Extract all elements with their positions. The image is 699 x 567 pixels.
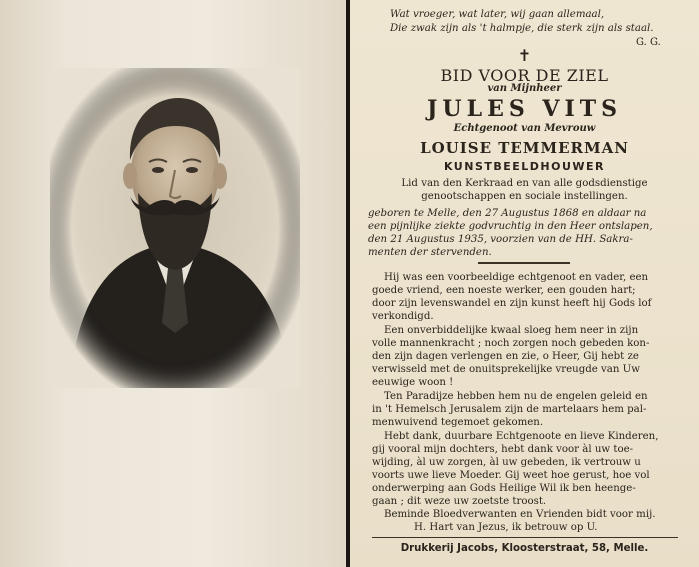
verse-line-1: Wat vroeger, wat later, wij gaan allemaal, <box>390 9 605 20</box>
para2-line5: eeuwige woon ! <box>372 377 454 388</box>
portrait-photo <box>50 68 300 388</box>
birth-line-3: den 21 Augustus 1935, voorzien van de HH. Sakra- <box>368 234 633 245</box>
prayer-heading: BID VOOR DE ZIEL <box>440 66 609 85</box>
para4-line6: gaan ; dit weze uw zoetste troost. <box>372 496 547 507</box>
birth-line-4: menten der stervenden. <box>368 247 492 258</box>
footer-rule <box>372 537 678 538</box>
para2-line4: verwisseld met de onuitsprekelijke vreugde van Uw <box>372 364 640 375</box>
spouse-intro: Echtgenoot van Mevrouw <box>453 123 596 134</box>
of-mr-text: van Mijnheer <box>487 83 562 94</box>
para3-line3: menwuivend tegemoet gekomen. <box>372 417 544 428</box>
divider <box>478 262 570 264</box>
para2-line2: volle mannenkracht ; noch zorgen noch gebeden kon- <box>372 338 650 349</box>
para1-line3: door zijn levenswandel en zijn kunst heeft hij Gods lof <box>372 298 652 309</box>
para3-line2: in 't Hemelsch Jerusalem zijn de martelaars hem pal- <box>372 404 647 415</box>
verse-initials: G. G. <box>636 37 661 48</box>
roles-line-1: Lid van den Kerkraad en van alle godsdienstige <box>401 178 648 189</box>
para4-line3: wijding, àl uw zorgen, àl uw gebeden, ik vertrouw u <box>372 457 641 468</box>
portrait-card <box>0 0 346 567</box>
occupation: KUNSTBEELDHOUWER <box>443 160 606 173</box>
para1-line1: Hij was een voorbeeldige echtgenoot en vader, een <box>384 272 649 283</box>
para2-line1: Een onverbiddelijke kwaal sloeg hem neer in zijn <box>384 325 639 336</box>
deceased-name: JULES VITS <box>427 96 622 122</box>
para2-line3: den zijn dagen verlengen en zie, o Heer, Gij hebt ze <box>372 351 639 362</box>
para4-line5: onderwerping aan Gods Heilige Wil ik ben heenge- <box>372 483 636 494</box>
cross-icon: ✝ <box>517 46 532 65</box>
birth-line-2: een pijnlijke ziekte godvruchtig in den Heer ontslapen, <box>368 221 653 232</box>
printer-credit: Drukkerij Jacobs, Kloosterstraat, 58, Melle. <box>400 543 649 554</box>
birth-line-1: geboren te Melle, den 27 Augustus 1868 en aldaar na <box>368 208 647 219</box>
memorial-text-card <box>350 0 699 567</box>
para4-line7: Beminde Bloedverwanten en Vrienden bidt voor mij. <box>384 509 656 520</box>
para4-line8: H. Hart van Jezus, ik betrouw op U. <box>414 522 598 533</box>
para4-line2: gij vooral mijn dochters, hebt dank voor àl uw toe- <box>372 444 634 455</box>
para3-line1: Ten Paradijze hebben hem nu de engelen geleid en <box>384 391 648 402</box>
portrait-figure <box>50 68 300 388</box>
para1-line2: goede vriend, een noeste werker, een gouden hart; <box>372 285 636 296</box>
para1-line4: verkondigd. <box>372 311 434 322</box>
para4-line4: voorts uwe lieve Moeder. Gij weet hoe gerust, hoe vol <box>372 470 650 481</box>
spouse-name: LOUISE TEMMERMAN <box>420 139 629 157</box>
roles-line-2: genootschappen en sociale instellingen. <box>421 191 628 202</box>
verse-line-2: Die zwak zijn als 't halmpje, die sterk zijn als staal. <box>390 23 654 34</box>
para4-line1: Hebt dank, duurbare Echtgenoote en lieve Kinderen, <box>384 431 659 442</box>
